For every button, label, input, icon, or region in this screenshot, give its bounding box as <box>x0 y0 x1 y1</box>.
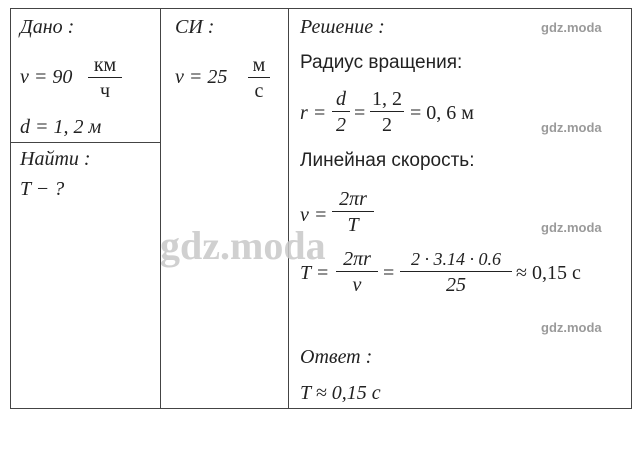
answer-line: T ≈ 0,15 с <box>300 382 381 404</box>
radius-fraction-1: d 2 <box>332 88 350 136</box>
answer-heading: Ответ : <box>300 346 373 368</box>
period-numeric-fraction: 2 · 3.14 · 0.6 25 <box>400 248 512 296</box>
linear-speed-label: Линейная скорость: <box>300 150 475 171</box>
given-speed-unit: км ч <box>88 54 122 102</box>
column-divider-2 <box>288 8 289 409</box>
si-speed-lhs: v = 25 <box>175 66 228 88</box>
solution-heading: Решение : <box>300 16 385 38</box>
given-heading: Дано : <box>20 16 75 38</box>
si-speed-unit: м с <box>248 54 270 102</box>
find-line: T − ? <box>20 178 65 200</box>
radius-result: = 0, 6 м <box>410 102 474 124</box>
watermark-small-1: gdz.moda <box>541 20 602 35</box>
watermark-large: gdz.moda <box>160 223 326 268</box>
period-result: ≈ 0,15 с <box>516 262 581 284</box>
given-find-divider <box>10 142 160 143</box>
watermark-small-3: gdz.moda <box>541 220 602 235</box>
radius-label: Радиус вращения: <box>300 52 463 73</box>
period-formula-lhs: T = <box>300 262 330 284</box>
speed-formula-lhs: v = <box>300 204 328 226</box>
given-diameter: d = 1, 2 м <box>20 116 102 138</box>
find-heading: Найти : <box>20 148 91 170</box>
watermark-small-4: gdz.moda <box>541 320 602 335</box>
given-speed-lhs: v = 90 <box>20 66 73 88</box>
radius-lhs: r = <box>300 102 327 124</box>
radius-eq: = <box>354 102 366 124</box>
radius-fraction-2: 1, 2 2 <box>372 88 402 136</box>
period-eq: = <box>383 262 395 284</box>
period-formula-fraction: 2πr v <box>336 248 378 296</box>
si-heading: СИ : <box>175 16 215 38</box>
speed-formula-fraction: 2πr T <box>332 188 374 236</box>
watermark-small-2: gdz.moda <box>541 120 602 135</box>
column-divider-1 <box>160 8 161 409</box>
